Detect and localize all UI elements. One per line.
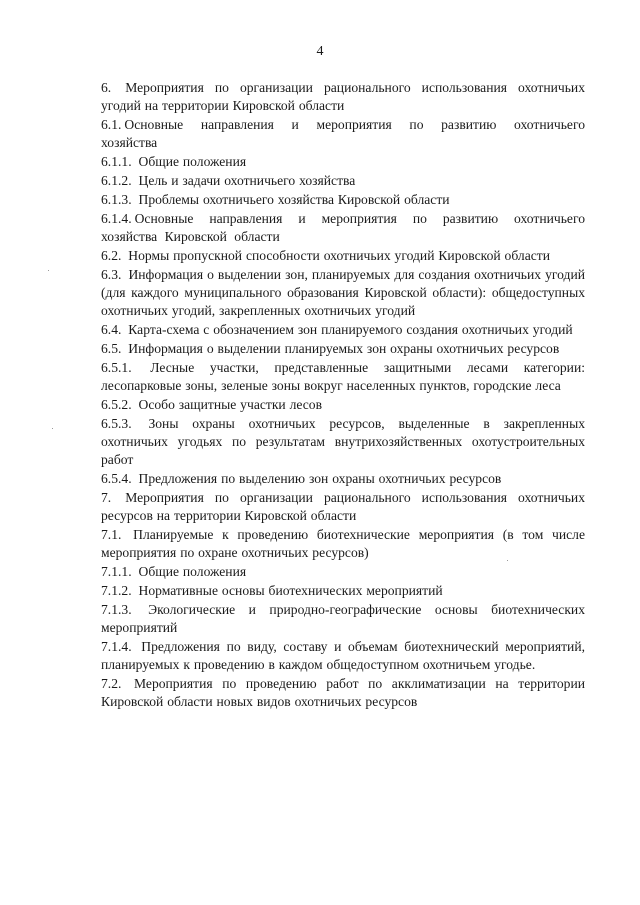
toc-entry-6-5-2	[101, 396, 585, 414]
toc-entry-number: 7.1.	[101, 527, 122, 542]
toc-entry-number: 6.1.	[101, 117, 122, 132]
toc-entry-6-1	[101, 116, 585, 152]
scan-speck	[52, 428, 53, 429]
scan-speck	[48, 270, 49, 271]
toc-entry-number: 7.1.4.	[101, 639, 132, 654]
toc-entry-7-1-4	[101, 638, 585, 674]
toc-entry-number: 6.1.4.	[101, 211, 132, 226]
page-number: 4	[316, 44, 324, 59]
toc-entry-number: 6.	[101, 80, 112, 95]
toc-entry-text: Планируемые к проведению биотехнические мероприятия (в том числе мероприятия по охране охотничьих ресурсов)	[101, 527, 585, 560]
toc-entry-number: 6.2.	[101, 248, 122, 263]
toc-entry-text: Лесные участки, представленные защитными лесами категории: лесопарковые зоны, зеленые зоны вокруг населенных пунктов, городские леса	[101, 360, 585, 393]
toc-entry-6	[101, 79, 585, 115]
toc-entry-6-5-3	[101, 415, 585, 469]
toc-entry-number: 7.2.	[101, 676, 122, 691]
toc-entry-number: 7.	[101, 490, 112, 505]
toc-entry-number: 6.5.4.	[101, 471, 132, 486]
toc-entry-6-2	[101, 247, 585, 265]
toc-entry-number: 6.5.	[101, 341, 122, 356]
toc-entry-text: Основные направления и мероприятия по развитию охотничьего хозяйства Кировской области	[101, 211, 585, 244]
toc-entry-text: Особо защитные участки лесов	[138, 397, 323, 412]
toc-entry-7-1-1	[101, 563, 585, 581]
toc-entry-7	[101, 489, 585, 525]
toc-entry-number: 6.1.3.	[101, 192, 132, 207]
toc-entry-text: Мероприятия по организации рационального использования охотничьих ресурсов на территории Кировской области	[101, 490, 585, 523]
toc-entry-text: Предложения по выделению зон охраны охотничьих ресурсов	[138, 471, 502, 486]
toc-entry-text: Цель и задачи охотничьего хозяйства	[138, 173, 356, 188]
table-of-contents	[101, 79, 585, 712]
toc-entry-number: 6.5.1.	[101, 360, 132, 375]
toc-entry-6-3	[101, 266, 585, 320]
toc-entry-number: 7.1.1.	[101, 564, 132, 579]
toc-entry-7-2	[101, 675, 585, 711]
toc-entry-text: Экологические и природно-географические основы биотехнических мероприятий	[101, 602, 585, 635]
toc-entry-6-1-1	[101, 153, 585, 171]
toc-entry-6-1-4	[101, 210, 585, 246]
toc-entry-6-1-3	[101, 191, 585, 209]
toc-entry-number: 6.3.	[101, 267, 122, 282]
toc-entry-6-5-4	[101, 470, 585, 488]
toc-entry-6-5-1	[101, 359, 585, 395]
toc-entry-text: Нормативные основы биотехнических мероприятий	[138, 583, 443, 598]
toc-entry-text: Проблемы охотничьего хозяйства Кировской области	[138, 192, 450, 207]
toc-entry-7-1-2	[101, 582, 585, 600]
toc-entry-6-4	[101, 321, 585, 339]
toc-entry-number: 6.4.	[101, 322, 122, 337]
toc-entry-text: Нормы пропускной способности охотничьих угодий Кировской области	[128, 248, 550, 263]
toc-entry-text: Карта-схема с обозначением зон планируемого создания охотничьих угодий	[128, 322, 573, 337]
toc-entry-7-1-3	[101, 601, 585, 637]
toc-entry-7-1	[101, 526, 585, 562]
toc-entry-text: Мероприятия по проведению работ по акклиматизации на территории Кировской области новых видов охотничьих ресурсов	[101, 676, 585, 709]
toc-entry-text: Общие положения	[138, 564, 247, 579]
toc-entry-text: Зоны охраны охотничьих ресурсов, выделенные в закрепленных охотничьих угодьях по результатам внутрихозяйственных охотустроительных работ	[101, 416, 586, 467]
toc-entry-number: 6.5.3.	[101, 416, 132, 431]
toc-entry-6-5	[101, 340, 585, 358]
toc-entry-number: 6.1.2.	[101, 173, 132, 188]
scan-speck	[507, 560, 508, 561]
toc-entry-number: 7.1.2.	[101, 583, 132, 598]
toc-entry-number: 6.5.2.	[101, 397, 132, 412]
toc-entry-number: 7.1.3.	[101, 602, 132, 617]
toc-entry-text: Информация о выделении планируемых зон охраны охотничьих ресурсов	[128, 341, 560, 356]
toc-entry-text: Основные направления и мероприятия по развитию охотничьего хозяйства	[101, 117, 585, 150]
toc-entry-text: Мероприятия по организации рационального использования охотничьих угодий на территории Кировской области	[101, 80, 585, 113]
toc-entry-text: Общие положения	[138, 154, 247, 169]
toc-entry-text: Информация о выделении зон, планируемых для создания охотничьих угодий (для каждого муниципального образования Кировской области): общедоступных охотничьих угодий, закрепленных охотничьих угодий	[101, 267, 586, 318]
toc-entry-text: Предложения по виду, составу и объемам биотехнический мероприятий, планируемых к проведению в каждом общедоступном охотничьем угодье.	[101, 639, 585, 672]
toc-entry-6-1-2	[101, 172, 585, 190]
toc-entry-number: 6.1.1.	[101, 154, 132, 169]
